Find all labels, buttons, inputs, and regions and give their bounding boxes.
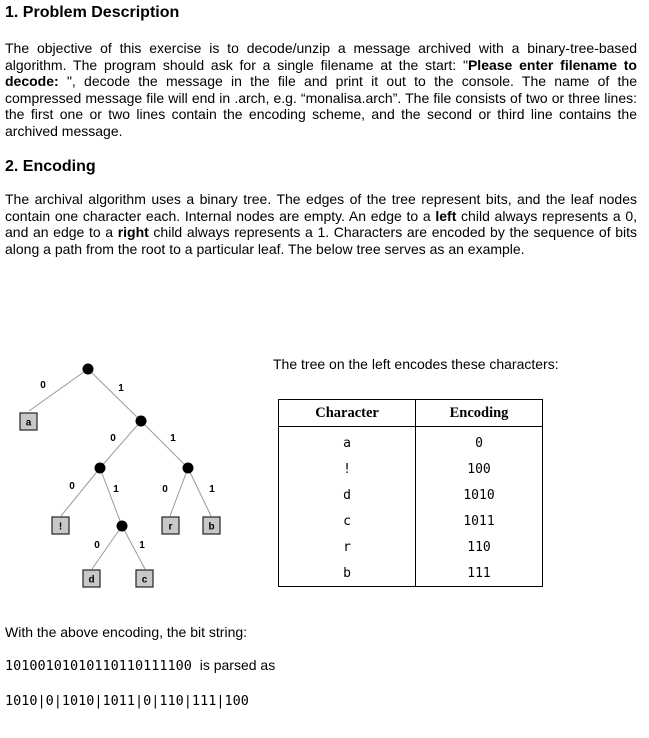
encoding-cell: 0 [416, 427, 543, 457]
binary-tree-diagram [0, 340, 260, 600]
tree-edge-label: 1 [139, 540, 145, 551]
tree-edge [29, 369, 88, 411]
tree-edge [100, 468, 122, 526]
parsed-label: is parsed as [199, 657, 276, 673]
tree-edge [100, 421, 141, 468]
tree-internal-node [95, 463, 106, 474]
table-row [279, 560, 543, 587]
table-header-encoding: Encoding [416, 400, 543, 427]
bit-string: 10100101010110110111100 [5, 658, 192, 674]
tree-edge-label: 1 [170, 433, 176, 444]
tree-edge-label: 0 [110, 433, 116, 444]
tree-edge [141, 421, 188, 468]
tree-edge [61, 468, 100, 516]
tree-leaf-label: r [168, 521, 173, 533]
section1-heading: 1. Problem Description [5, 4, 180, 21]
encoding-cell: 111 [416, 560, 543, 587]
example-bitstring-line [5, 657, 275, 674]
character-cell: r [279, 534, 416, 560]
tree-internal-node [136, 416, 147, 427]
tree-edge [188, 468, 211, 516]
tree-root-node [83, 364, 94, 375]
character-cell: c [279, 508, 416, 534]
tree-leaf-label: ! [58, 521, 63, 533]
table-row [279, 427, 543, 457]
encoding-cell: 1010 [416, 482, 543, 508]
character-cell: b [279, 560, 416, 587]
tree-edge-label: 0 [69, 481, 75, 492]
table-row [279, 534, 543, 560]
problem-description-paragraph: The objective of this exercise is to decode/unzip a message archived with a binary-tree-based algorithm. The program should ask for a single filename at the start: "Please enter filename to decode: ", decode the message in the file and print it out to the console. The name of the compressed message file will end in .arch, e.g. “monalisa.arch”. The file consists of two or three lines: the first one or two lines contain the encoding scheme, and the second or third line contains the archived message. [5, 40, 637, 139]
encoding-paragraph: The archival algorithm uses a binary tree. The edges of the tree represent bits, and the leaf nodes contain one character each. Internal nodes are empty. An edge to a left child always represents a 0, and an edge to a right child always represents a 1. Characters are encoded by the sequence of bits along a path from the root to a particular leaf. The below tree serves as an example. [5, 191, 638, 257]
table-row [279, 456, 543, 482]
parsed-result: 1010|0|1010|1011|0|110|111|100 [5, 693, 249, 709]
tree-edge-label: 1 [209, 484, 215, 495]
example-intro: With the above encoding, the bit string: [5, 624, 248, 640]
table-row [279, 508, 543, 534]
section2-heading: 2. Encoding [5, 158, 96, 175]
table-header-character: Character [279, 400, 416, 427]
tree-edge-label: 1 [113, 484, 119, 495]
tree-leaf-label: d [88, 574, 95, 586]
tree-internal-node [117, 521, 128, 532]
tree-edge-label: 0 [40, 380, 46, 391]
encoding-cell: 110 [416, 534, 543, 560]
table-row [279, 482, 543, 508]
tree-edge-label: 1 [118, 383, 124, 394]
tree-leaf-label: a [25, 417, 32, 429]
tree-leaf-label: b [208, 521, 215, 533]
tree-edge-label: 0 [162, 484, 168, 495]
tree-edge-label: 0 [94, 540, 100, 551]
tree-leaf-label: c [141, 574, 148, 586]
table-caption: The tree on the left encodes these characters: [273, 356, 559, 372]
tree-edge [88, 369, 141, 421]
encoding-table [278, 399, 543, 587]
tree-edge [170, 468, 188, 516]
character-cell: d [279, 482, 416, 508]
encoding-cell: 1011 [416, 508, 543, 534]
character-cell: ! [279, 456, 416, 482]
encoding-cell: 100 [416, 456, 543, 482]
character-cell: a [279, 427, 416, 457]
tree-internal-node [183, 463, 194, 474]
